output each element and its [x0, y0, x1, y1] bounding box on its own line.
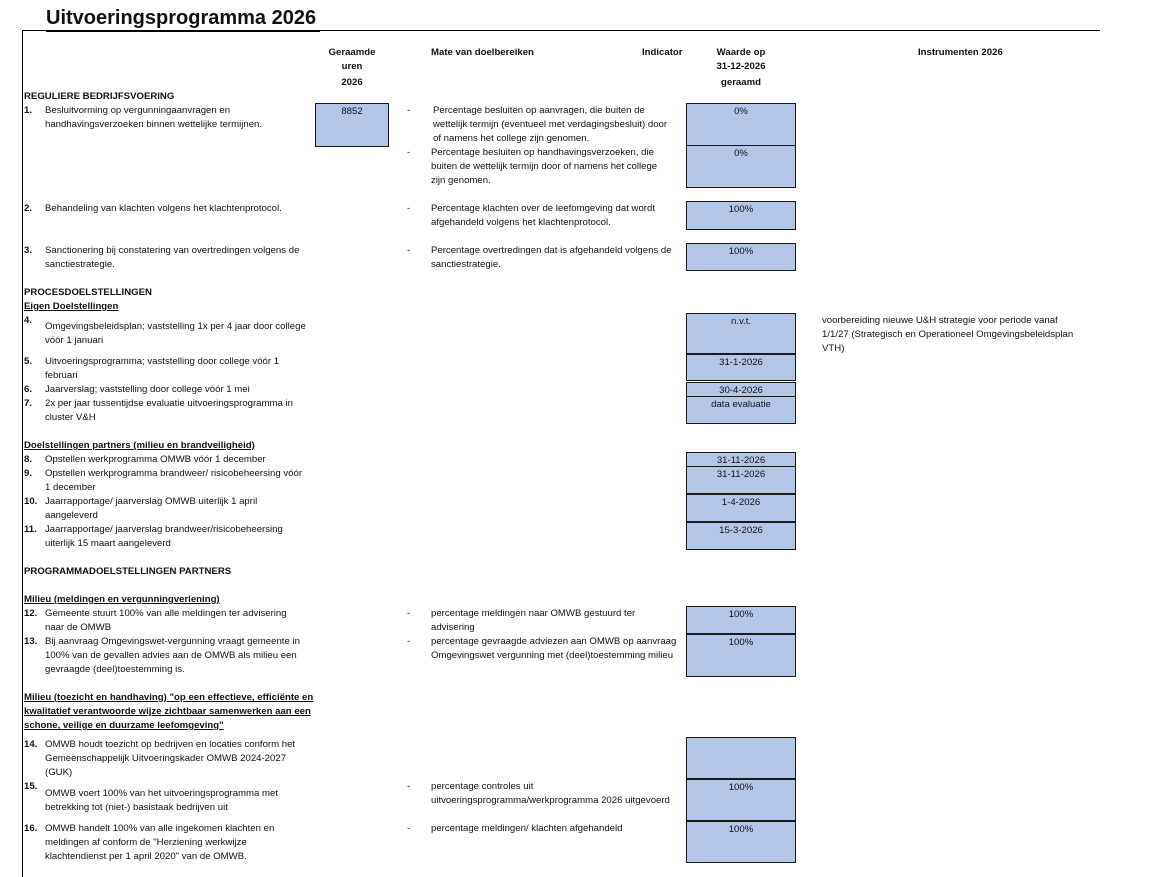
item-number: 5.: [24, 356, 33, 367]
section-program-partners: PROGRAMMADOELSTELLINGEN PARTNERS: [24, 566, 232, 577]
value-box: [686, 737, 796, 779]
item-number: 16.: [24, 823, 38, 834]
indicator-dash: -: [407, 245, 411, 256]
item-number: 7.: [24, 398, 33, 409]
indicator-text: percentage gevraagde adviezen aan OMWB op aanvraag Omgevingswet vergunning met (deel)toestemming milieu: [431, 636, 677, 661]
item-text: OMWB voert 100% van het uitvoeringsprogramma met betrekking tot (niet-) basistaak bedrijven uit: [45, 788, 279, 813]
indicator-dash: -: [407, 203, 411, 214]
indicator-dash: -: [407, 147, 411, 158]
indicator-dash: -: [407, 608, 411, 619]
header-indicator: Indicator: [642, 47, 683, 58]
item-number: 6.: [24, 384, 33, 395]
value-box: 31-11-2026: [686, 452, 796, 467]
item-number: 1.: [24, 105, 33, 116]
item-number: 12.: [24, 608, 38, 619]
section-partner-goals: Doelstellingen partners (milieu en brandveiligheid): [24, 440, 255, 451]
item-text: Sanctionering bij constatering van overtredingen volgens de sanctiestrategie.: [45, 245, 300, 270]
left-rule: [22, 30, 23, 877]
item-text: OMWB handelt 100% van alle ingekomen klachten en meldingen af conform de "Herziening werkwijze klachtendienst per 1 april 2020" van de OMWB.: [45, 823, 275, 862]
value-box: 0%: [686, 145, 796, 188]
item-text: Uitvoeringsprogramma; vaststelling door college vóór 1 februari: [45, 356, 280, 381]
hours-box: 8852: [315, 103, 389, 147]
page-title: Uitvoeringsprogramma 2026: [46, 6, 320, 32]
indicator-text: Percentage besluiten op handhavingsverzoeken, die buiten de wettelijk termijn door of namens het college zijn genomen.: [431, 147, 658, 186]
item-text: Besluitvorming op vergunningaanvragen en handhavingsverzoeken binnen wettelijke termijnen.: [45, 105, 263, 130]
value-box: n.v.t.: [686, 313, 796, 354]
item-number: 15.: [24, 781, 38, 792]
item-number: 3.: [24, 245, 33, 256]
top-rule: [22, 30, 1100, 31]
section-regular: REGULIERE BEDRIJFSVOERING: [24, 91, 175, 102]
indicator-text: Percentage overtredingen dat is afgehandeld volgens de sanctiestrategie.: [431, 245, 672, 270]
header-value: Waarde op 31-12-2026 geraamd: [716, 47, 766, 88]
section-process: PROCESDOELSTELLINGEN: [24, 287, 152, 298]
section-own-goals: Eigen Doelstellingen: [24, 301, 119, 312]
value-box: 30-4-2026: [686, 382, 796, 397]
value-box: 15-3-2026: [686, 522, 796, 550]
section-milieu-enforcement: Milieu (toezicht en handhaving) "op een effectieve, efficiënte en kwalitatief verantwoorde wijze zichtbaar samenwerken aan een schone, veilige en duurzame leefomgeving": [24, 692, 314, 731]
indicator-dash: -: [407, 105, 411, 116]
value-box: data evaluatie: [686, 396, 796, 424]
value-box: 1-4-2026: [686, 494, 796, 522]
item-text: OMWB houdt toezicht op bedrijven en locaties conform het Gemeenschappelijk Uitvoeringskader OMWB 2024-2027 (GUK): [45, 739, 296, 778]
indicator-text: percentage meldingen naar OMWB gestuurd ter advisering: [431, 608, 636, 633]
item-number: 9.: [24, 468, 33, 479]
item-text: Gemeente stuurt 100% van alle meldingen ter advisering naar de OMWB: [45, 608, 287, 633]
instrument-text: voorbereiding nieuwe U&H strategie voor periode vanaf 1/1/27 (Strategisch en Operationeel Omgevingsbeleidsplan VTH): [822, 315, 1074, 354]
item-text: Jaarverslag; vaststelling door college vóór 1 mei: [45, 384, 250, 395]
section-milieu-permits: Milieu (meldingen en vergunningverlening): [24, 594, 220, 605]
item-number: 10.: [24, 496, 38, 507]
indicator-dash: -: [407, 636, 411, 647]
item-text: Omgevingsbeleidsplan; vaststelling 1x per 4 jaar door college vóór 1 januari: [45, 321, 306, 346]
header-hours: Geraamde uren 2026: [328, 47, 376, 88]
indicator-text: Percentage besluiten op aanvragen, die buiten de wettelijk termijn (eventueel met verdagingsbesluit) door of namens het college zijn genomen.: [433, 105, 668, 144]
item-number: 8.: [24, 454, 33, 465]
item-number: 2.: [24, 203, 33, 214]
item-text: Jaarrapportage/ jaarverslag brandweer/risicobeheersing uiterlijk 15 maart aangeleverd: [45, 524, 283, 549]
indicator-dash: -: [407, 781, 411, 792]
item-text: 2x per jaar tussentijdse evaluatie uitvoeringsprogramma in cluster V&H: [45, 398, 293, 423]
value-box: 100%: [686, 201, 796, 230]
item-number: 14.: [24, 739, 38, 750]
indicator-text: percentage meldingen/ klachten afgehandeld: [431, 823, 623, 834]
item-number: 4.: [24, 315, 33, 326]
value-box: 100%: [686, 821, 796, 863]
header-goal: Mate van doelbereiken: [431, 47, 534, 58]
indicator-dash: -: [407, 823, 411, 834]
value-box: 100%: [686, 243, 796, 271]
item-text: Behandeling van klachten volgens het klachtenprotocol.: [45, 203, 282, 214]
value-box: 100%: [686, 606, 796, 634]
header-instruments: Instrumenten 2026: [918, 47, 1003, 58]
item-number: 11.: [24, 524, 37, 535]
value-box: 31-1-2026: [686, 354, 796, 381]
item-text: Opstellen werkprogramma OMWB vóór 1 december: [45, 454, 266, 465]
value-box: 31-11-2026: [686, 466, 796, 494]
item-text: Opstellen werkprogramma brandweer/ risicobeheersing vóór 1 december: [45, 468, 303, 493]
value-box: 0%: [686, 103, 796, 146]
value-box: 100%: [686, 634, 796, 677]
item-number: 13.: [24, 636, 38, 647]
value-box: 100%: [686, 779, 796, 821]
indicator-text: Percentage klachten over de leefomgeving dat wordt afgehandeld volgens het klachtenprotocol.: [431, 203, 655, 228]
item-text: Jaarrapportage/ jaarverslag OMWB uiterlijk 1 april aangeleverd: [45, 496, 258, 521]
indicator-text: percentage controles uit uitvoeringsprogramma/werkprogramma 2026 uitgevoerd: [431, 781, 670, 806]
item-text: Bij aanvraag Omgevingswet-vergunning vraagt gemeente in 100% van de gevallen advies aan de OMWB als milieu een gevraagde (deel)toestemming is.: [45, 636, 300, 675]
